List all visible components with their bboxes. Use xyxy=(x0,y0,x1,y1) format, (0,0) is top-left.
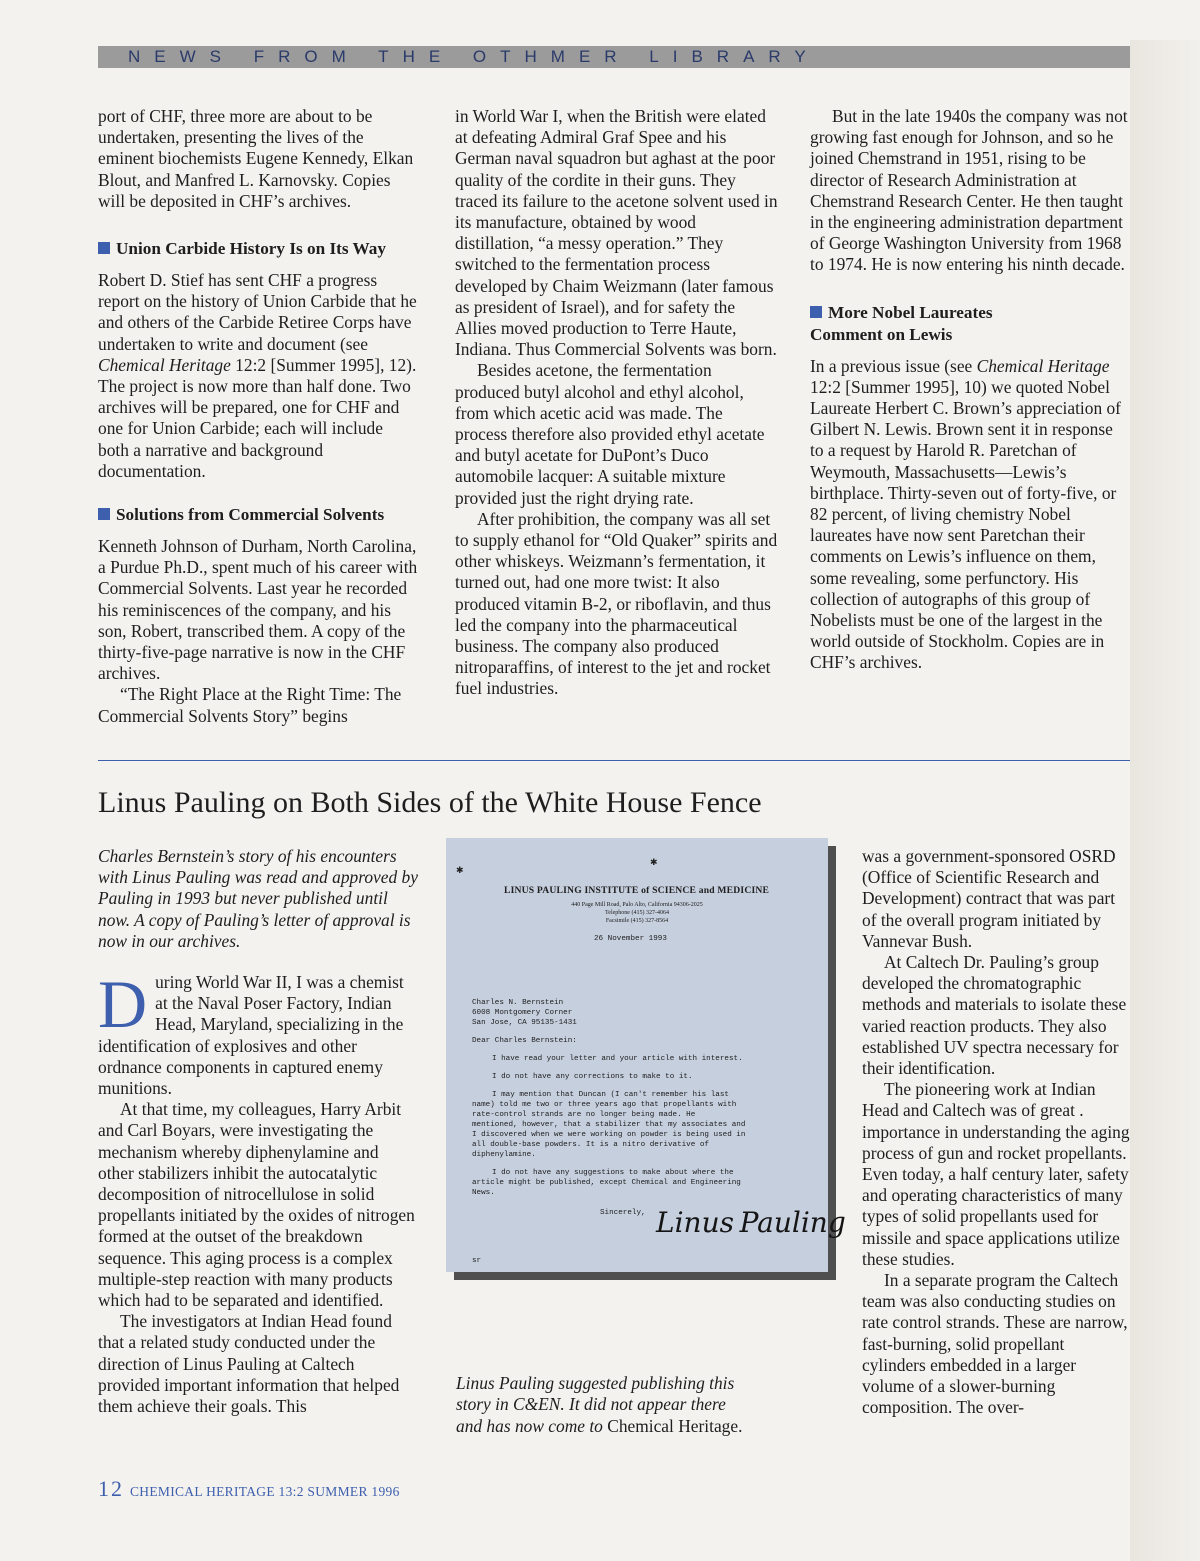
publication-info: CHEMICAL HERITAGE 13:2 SUMMER 1996 xyxy=(130,1484,400,1499)
square-bullet-icon xyxy=(98,508,110,520)
article-column-left xyxy=(98,846,418,1417)
paragraph: Kenneth Johnson of Durham, North Carolina, a Purdue Ph.D., spent much of his career with Commercial Solvents. Last year he recorded his reminiscences of the company, and his son, Robert, transcribed them. A copy of the thirty-five-page narrative is now in the CHF archives. xyxy=(98,536,418,684)
letter-line: I discovered when we were working on powder is being used in xyxy=(472,1131,746,1139)
section-heading: Solutions from Commercial Solvents xyxy=(98,504,418,526)
typist-initials: sr xyxy=(472,1257,482,1265)
signature: Linus Pauling xyxy=(656,1206,846,1239)
paragraph: After prohibition, the company was all set to supply ethanol for “Old Quaker” spirits and other whiskeys. Weizmann’s fermentation, it turned out, had one more twist: It also produced vitamin B-2, or riboflavin, and thus led the company into the pharmaceutical business. The company also produced nitroparaffins, of interest to the jet and rocket fuel industries. xyxy=(455,508,778,699)
article-intro: Charles Bernstein’s story of his encounters with Linus Pauling was read and approved by Pauling in 1993 but never published until now. A copy of Pauling’s letter of approval is now in our archives. xyxy=(98,846,418,951)
letter-line: I do not have any corrections to make to it. xyxy=(492,1073,693,1081)
letterhead-phone: Telephone (415) 327-4064 xyxy=(605,910,669,916)
letterhead-fax: Facsimile (415) 327-8564 xyxy=(605,918,669,924)
paragraph: At Caltech Dr. Pauling’s group developed the chromatographic methods and materials to isolate these varied reaction products. They also established UV spectra necessary for their identification. xyxy=(862,952,1127,1079)
letter-salutation: Dear Charles Bernstein: xyxy=(472,1037,577,1045)
page-number: 12 xyxy=(98,1476,124,1501)
article-title: Linus Pauling on Both Sides of the White House Fence xyxy=(98,786,762,819)
image-caption: Linus Pauling suggested publishing this story in C&EN. It did not appear there and has now come to Chemical Heritage. xyxy=(456,1373,743,1436)
column-3 xyxy=(810,106,1130,674)
letter-line: name) told me two or three years ago that propellants with xyxy=(472,1101,737,1109)
paragraph: But in the late 1940s the company was not growing fast enough for Johnson, and so he joined Chemstrand in 1951, rising to be director of Research Administration at Chemstrand Research Center. He then taught in the engineering administration department of George Washington University from 1968 to 1974. He is now entering his ninth decade. xyxy=(810,106,1128,275)
letter-closing: Sincerely, xyxy=(600,1209,646,1217)
page-footer xyxy=(98,1476,400,1502)
letter-line: rate-control strands are no longer being made. He xyxy=(472,1111,696,1119)
paragraph: In a separate program the Caltech team was also conducting studies on rate control strands. These are narrow, fast-burning, solid propellant cylinders embedded in a larger volume of a slower-burning composition. The over- xyxy=(862,1270,1128,1418)
paragraph: Besides acetone, the fermentation produced butyl alcohol and ethyl alcohol, from which acetic acid was made. The process therefore also provided ethyl acetate and butyl acetate for DuPont’s Duco automobile lacquer: A suitable mixture provided just the right drying rate. xyxy=(455,360,765,508)
square-bullet-icon xyxy=(98,242,110,254)
article-column-right xyxy=(862,846,1130,1418)
letter-date: 26 November 1993 xyxy=(594,935,667,943)
letterhead-title: LINUS PAULING INSTITUTE of SCIENCE and MEDICINE xyxy=(504,885,770,896)
letter-line: mentioned, however, that a stabilizer that my associates and xyxy=(472,1121,746,1129)
paragraph: “The Right Place at the Right Time: The Commercial Solvents Story” begins xyxy=(98,684,402,726)
section-divider xyxy=(98,760,1130,761)
recipient-name: Charles N. Bernstein xyxy=(472,999,564,1007)
letterhead-address: 440 Page Mill Road, Palo Alto, California 94306-2025 xyxy=(571,902,703,908)
page-edge-shadow xyxy=(1130,40,1200,1561)
star-mark-icon: ✱ xyxy=(456,866,464,876)
drop-cap: D xyxy=(98,966,148,1043)
section-heading: More Nobel Laureates Comment on Lewis xyxy=(810,302,993,344)
paragraph: in World War I, when the British were elated at defeating Admiral Graf Spee and his German naval squadron but aghast at the poor quality of the cordite in their guns. They traced its failure to the acetone solvent used in its manufacture, obtained by wood distillation, “a messy operation.” They switched to the fermentation process developed by Chaim Weizmann (later famous as president of Israel), and for safety the Allies moved production to Terre Haute, Indiana. Thus Commercial Solvents was born. xyxy=(455,106,778,360)
square-bullet-icon xyxy=(810,306,822,318)
paragraph: In a previous issue (see Chemical Heritage 12:2 [Summer 1995], 10) we quoted Nobel Laureate Herbert C. Brown’s appreciation of Gilbert N. Lewis. Brown sent it in response to a request by Harold R. Paretchan of Weymouth, Massachusetts—Lewis’s birthplace. Thirty-seven out of forty-five, or 82 percent, of living chemistry Nobel laureates have now sent Paretchan their comments on Lewis’s influence on them, some revealing, some perfunctory. His collection of autographs of this group of Nobelists must be one of the largest in the world outside of Stockholm. Copies are in CHF’s archives. xyxy=(810,355,1121,673)
star-mark-icon: ✱ xyxy=(650,858,658,868)
paragraph: The investigators at Indian Head found that a related study conducted under the direction of Linus Pauling at Caltech provided important information that helped them achieve their goals. This xyxy=(98,1311,400,1417)
paragraph: During World War II, I was a chemist at the Naval Poser Factory, Indian Head, Maryland, specializing in the identification of explosives and other ordnance components in captured enemy munitions. xyxy=(98,966,404,1099)
column-2 xyxy=(455,106,778,700)
column-1 xyxy=(98,106,418,727)
paragraph: port of CHF, three more are about to be undertaken, presenting the lives of the eminent biochemists Eugene Kennedy, Elkan Blout, and Manfred L. Karnovsky. Copies will be deposited in CHF’s archives. xyxy=(98,106,414,211)
letter-content xyxy=(446,838,846,1272)
paragraph: Robert D. Stief has sent CHF a progress report on the history of Union Carbide that he and others of the Carbide Retiree Corps have undertaken to write and document (see Chemical Heritage 12:2 [Summer 1995], 12). The project is now more than half done. Two archives will be prepared, one for CHF and one for Union Carbide; each will include both a narrative and background documentation. xyxy=(98,270,417,481)
letter-line: diphenylamine. xyxy=(472,1151,536,1159)
recipient-city: San Jose, CA 95135-1431 xyxy=(472,1019,577,1027)
letter-line: I do not have any suggestions to make about where the xyxy=(492,1169,734,1177)
paragraph: At that time, my colleagues, Harry Arbit and Carl Boyars, were investigating the mechanism whereby diphenylamine and other stabilizers inhibit the autocatalytic decomposition of nitrocellulose in solid propellants initiated by the oxides of nitrogen formed at the outset of the breakdown sequence. This aging process is a complex multiple-step reaction with many products which had to be separated and identified. xyxy=(98,1099,415,1311)
section-header: NEWS FROM THE OTHMER LIBRARY xyxy=(98,46,1130,68)
paragraph: The pioneering work at Indian Head and Caltech was of great . importance in understanding the aging process of gun and rocket propellants. Even today, a half century later, safety and operating characteristics of many types of solid propellants used for missile and space applications utilize these studies. xyxy=(862,1079,1130,1269)
letter-line: I have read your letter and your article with interest. xyxy=(492,1055,743,1063)
section-heading: Union Carbide History Is on Its Way xyxy=(98,238,418,260)
letter-line: News. xyxy=(472,1189,495,1197)
letter-line: article might be published, except Chemical and Engineering xyxy=(472,1179,741,1187)
letter-line: all double-base powders. It is a nitro derivative of xyxy=(472,1141,709,1149)
recipient-street: 6008 Montgomery Corner xyxy=(472,1009,573,1017)
paragraph: was a government-sponsored OSRD (Office of Scientific Research and Development) contract that was part of the overall program initiated by Vannevar Bush. xyxy=(862,846,1116,951)
letter-line: I may mention that Duncan (I can't remember his last xyxy=(492,1091,729,1099)
